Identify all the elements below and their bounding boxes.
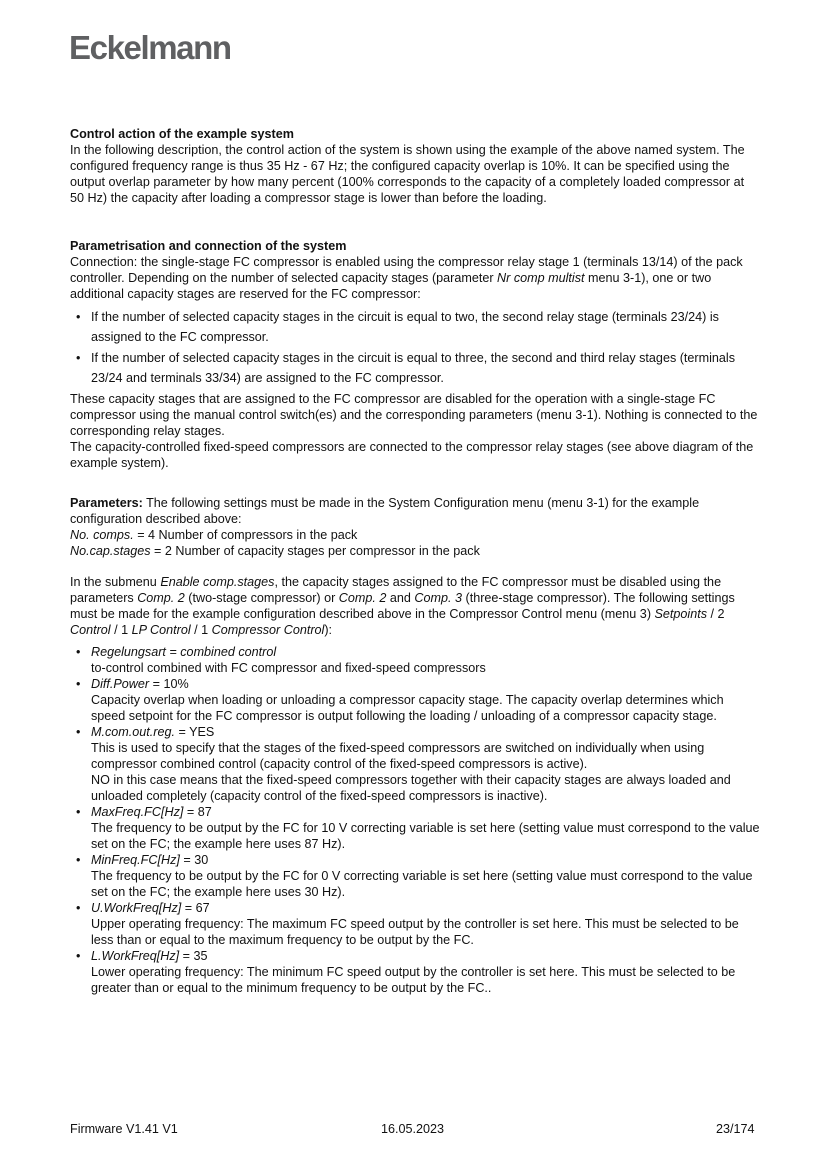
footer-firmware: Firmware V1.41 V1: [70, 1122, 178, 1136]
param-name: Regelungsart = combined control: [91, 645, 277, 659]
param-description: The frequency to be output by the FC for 10 V correcting variable is set here (setting value must correspond to the value set on the FC; the example here uses 87 Hz).: [91, 821, 760, 851]
param-description: Lower operating frequency: The minimum FC speed output by the controller is set here. This must be selected to be greater than or equal to the minimum frequency to be output by the FC..: [91, 965, 736, 995]
param-name: M.com.out.reg.: [91, 725, 175, 739]
param-description: to-control combined with FC compressor and fixed-speed compressors: [91, 661, 486, 675]
param-name: L.WorkFreq[Hz]: [91, 949, 180, 963]
list-item: [70, 676, 760, 724]
param-description: Upper operating frequency: The maximum FC speed output by the controller is set here. This must be selected to be less than or equal to the maximum frequency to be output by the FC.: [91, 917, 739, 947]
param-value: = 35: [179, 949, 208, 963]
text: The following settings must be made in the System Configuration menu (menu 3-1) for the example configuration described above:: [70, 496, 700, 526]
list-item: [70, 804, 760, 852]
paragraph: In the following description, the control action of the system is shown using the example of the above named system. The configured frequency range is thus 35 Hz - 67 Hz; the configured capacity overlap is 10%. It can be specified using the output overlap parameter by how many percent (100% corresponds to the capacity of a completely loaded compressor at 50 Hz) the capacity after loading a compressor stage is lower than before the loading.: [70, 143, 745, 205]
param-line: [70, 543, 760, 559]
param-name: No.cap.stages: [70, 544, 151, 558]
param-name: Nr comp multist: [497, 271, 585, 285]
list-item: [70, 948, 760, 996]
company-logo: Eckelmann: [69, 29, 231, 66]
param-name: MaxFreq.FC[Hz]: [91, 805, 184, 819]
param-value: = 10%: [149, 677, 189, 691]
footer-page-number: 23/174: [716, 1122, 755, 1136]
paragraph: These capacity stages that are assigned to the FC compressor are disabled for the operation with a single-stage FC compressor using the manual control switch(es) and the corresponding parameters (menu 3-1). Nothing is connected to the corresponding relay stages.: [70, 392, 758, 438]
text: Connection: the single-stage FC compressor is enabled using the compressor relay stage 1 (terminals 13/14) of the pack controller. Depending on the number of selected capacity stages (parameter: [70, 255, 743, 285]
param-value: = 4 Number of compressors in the pack: [133, 528, 358, 542]
list-item: [70, 724, 760, 804]
param-name: U.WorkFreq[Hz]: [91, 901, 182, 915]
list-item: [70, 852, 760, 900]
list-item: • If the number of selected capacity stages in the circuit is equal to two, the second relay stage (terminals 23/24) is assigned to the FC compressor.: [70, 307, 760, 347]
bullet-list: [70, 307, 760, 388]
paragraph: [70, 254, 760, 302]
param-value: = YES: [175, 725, 215, 739]
section-heading: Control action of the example system: [70, 127, 294, 141]
list-item: [70, 900, 760, 948]
param-name: MinFreq.FC[Hz]: [91, 853, 180, 867]
param-name: Diff.Power: [91, 677, 150, 691]
footer-date: 16.05.2023: [381, 1122, 445, 1136]
param-line: [70, 527, 760, 543]
paragraph: In the submenu Enable comp.stages, the capacity stages assigned to the FC compressor must be disabled using the parameters Comp. 2 (two-stage compressor) or Comp. 2 and Comp. 3 (three-stage compressor). The following settings must be made for the example configuration described above in the Compressor Control menu (menu 3) Setpoints / 2 Control / 1 LP Control / 1 Compressor Control):: [70, 575, 735, 637]
paragraph: [70, 495, 760, 527]
param-name: No. comps.: [70, 528, 134, 542]
section-submenu: [70, 574, 760, 996]
section-heading: Parametrisation and connection of the system: [70, 239, 347, 253]
list-item: • If the number of selected capacity stages in the circuit is equal to three, the second and third relay stages (terminals 23/24 and terminals 33/34) are assigned to the FC compressor.: [70, 348, 760, 388]
param-description: The frequency to be output by the FC for 0 V correcting variable is set here (setting value must correspond to the value set on the FC; the example here uses 30 Hz).: [91, 869, 753, 899]
param-description: Capacity overlap when loading or unloading a compressor capacity stage. The capacity overlap determines which speed setpoint for the FC compressor is output following the loading / unloading of a compressor capacity stage.: [91, 693, 724, 723]
section-parameters: [70, 495, 760, 559]
param-value: = 87: [183, 805, 212, 819]
section-control-action: [70, 126, 760, 206]
label: Parameters:: [70, 496, 143, 510]
param-value: = 2 Number of capacity stages per compressor in the pack: [150, 544, 480, 558]
parameter-list: [70, 644, 760, 996]
param-description: NO in this case means that the fixed-speed compressors together with their capacity stages are always loaded and unloaded completely (capacity control of the fixed-speed compressors is inactive).: [91, 773, 731, 803]
section-parametrisation: [70, 238, 760, 471]
paragraph: The capacity-controlled fixed-speed compressors are connected to the compressor relay stages (see above diagram of the example system).: [70, 440, 754, 470]
param-value: = 67: [181, 901, 210, 915]
list-item: [70, 644, 760, 676]
param-value: = 30: [179, 853, 209, 867]
param-description: This is used to specify that the stages of the fixed-speed compressors are switched on individually when using compressor combined control (capacity control of the fixed-speed compressors is active).: [91, 741, 705, 771]
text: menu 3-1), one or two additional capacity stages are reserved for the FC compressor:: [70, 271, 712, 301]
